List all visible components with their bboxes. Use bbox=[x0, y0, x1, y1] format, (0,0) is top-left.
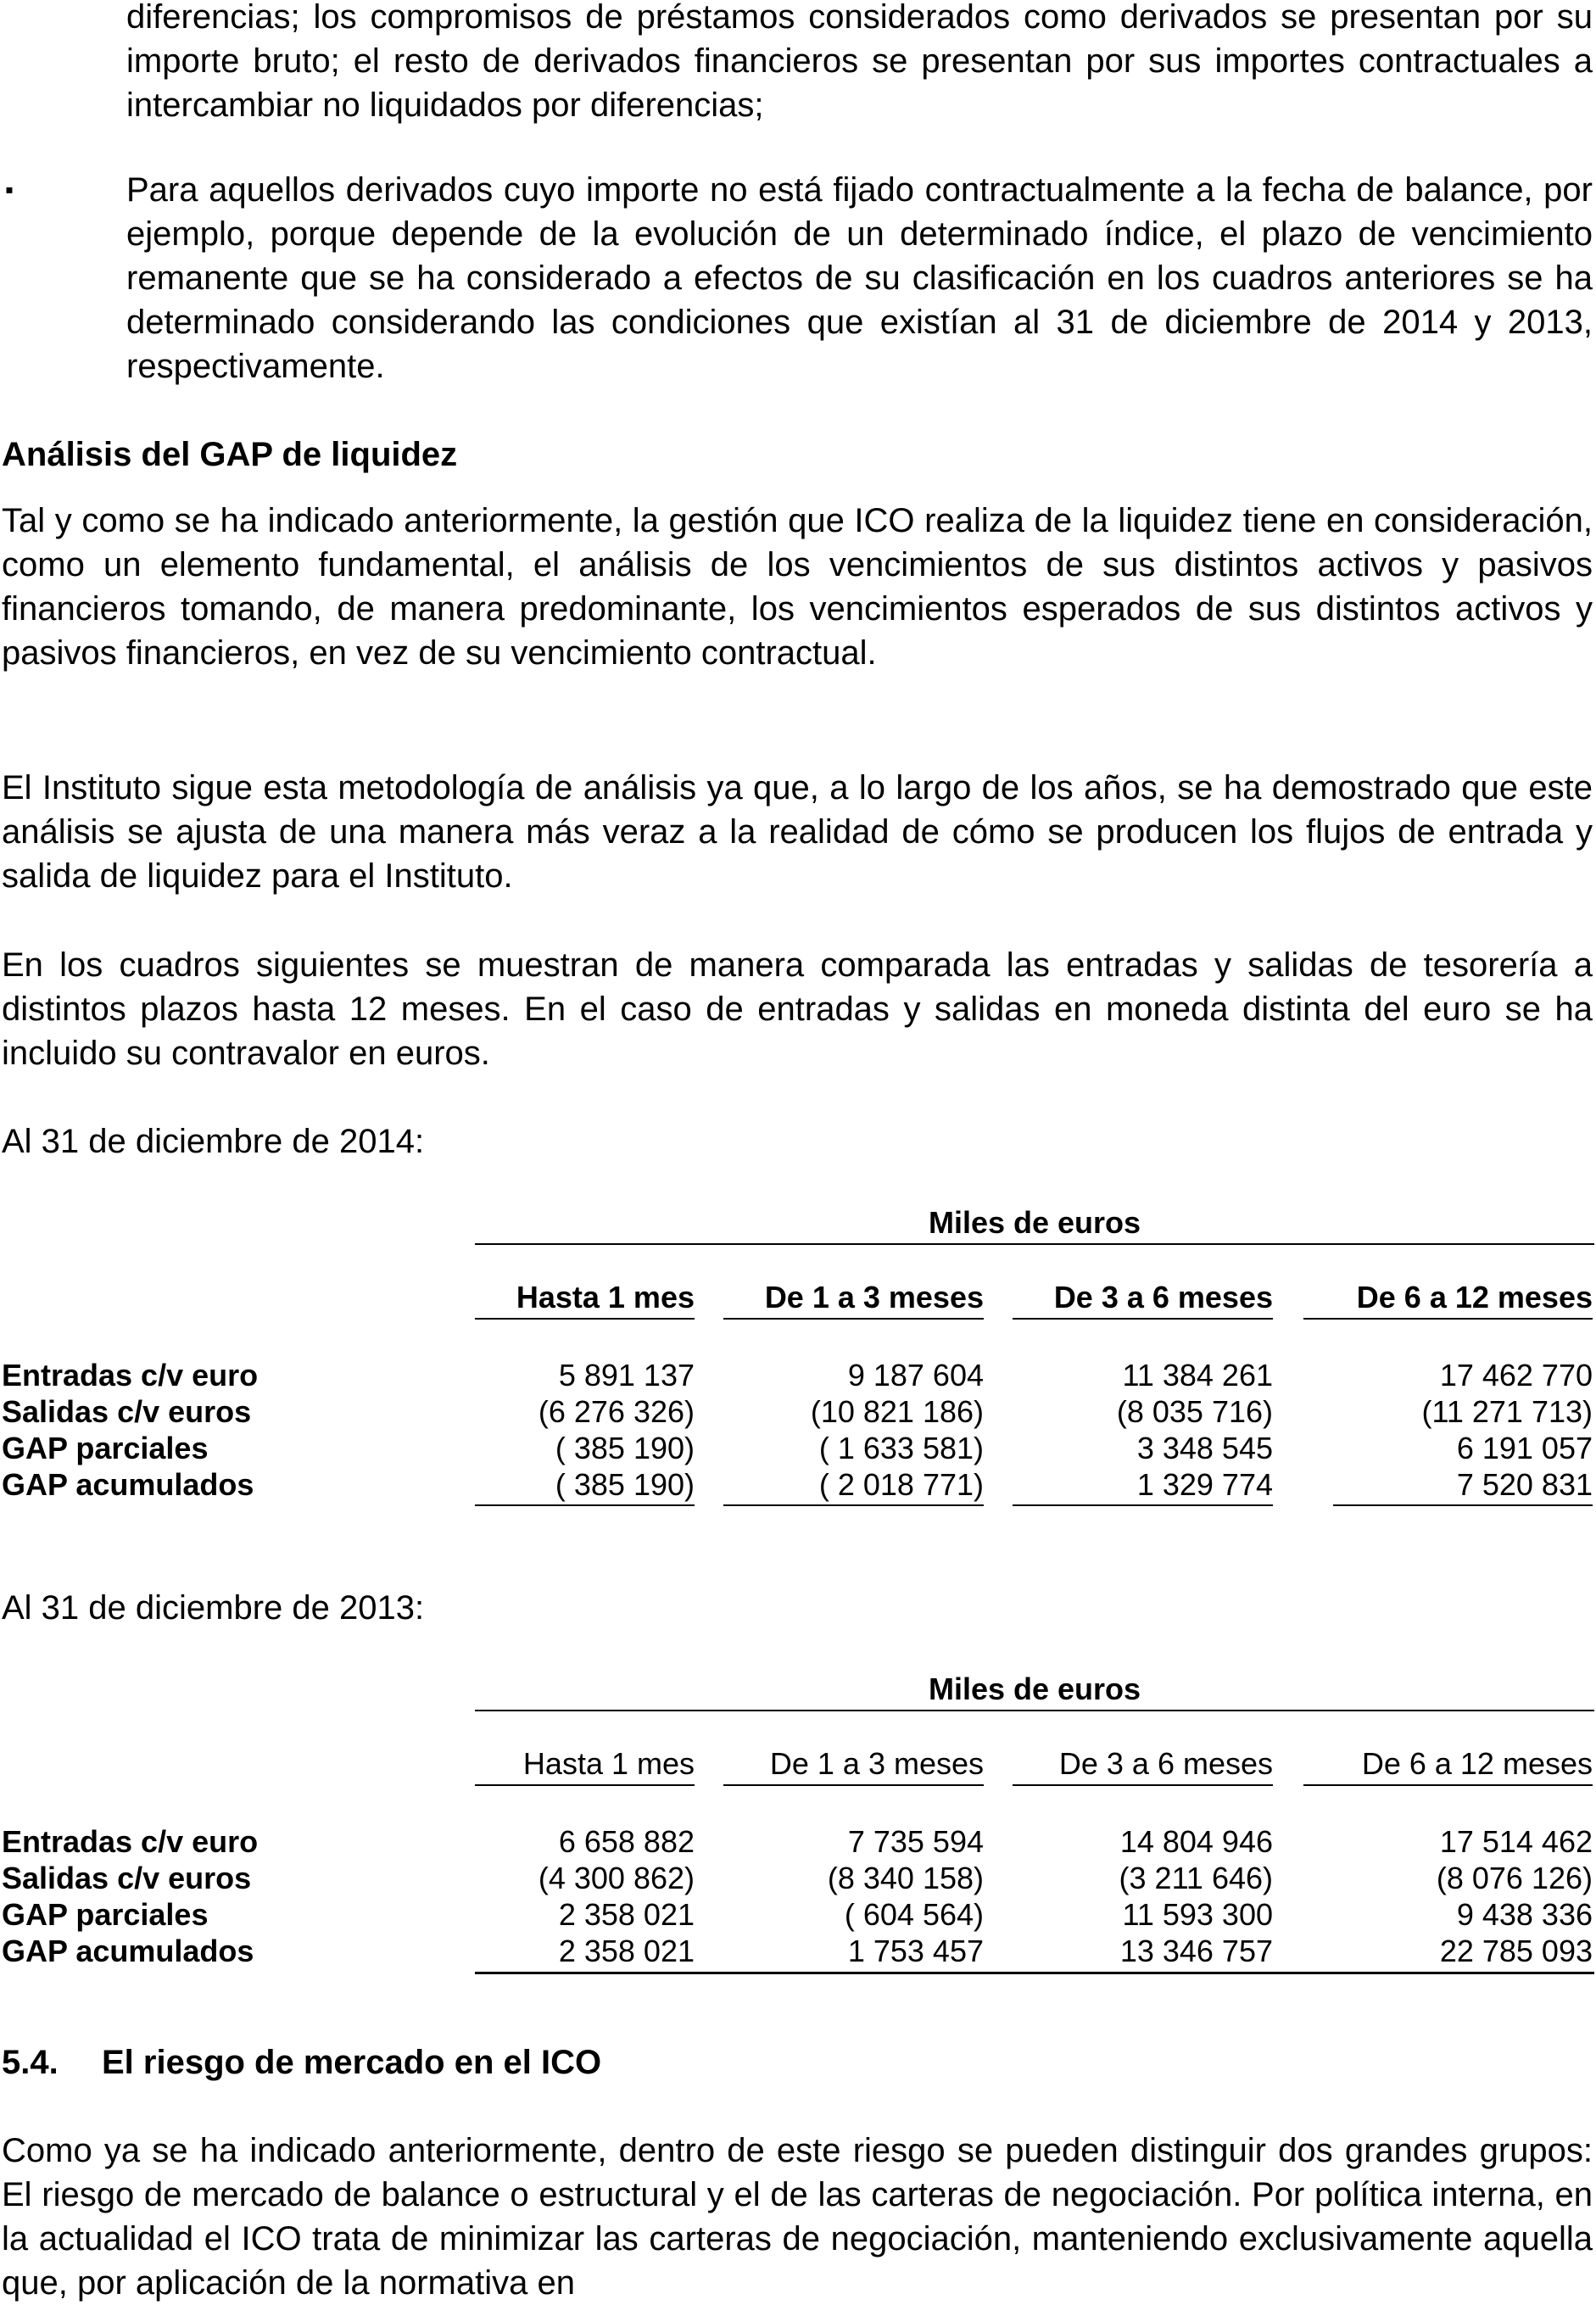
total-rule bbox=[1333, 1504, 1593, 1506]
table-cell: 13 346 757 bbox=[1119, 1934, 1273, 1968]
table-cell: ( 385 190) bbox=[555, 1467, 695, 1502]
column-header-1-3-meses: De 1 a 3 meses bbox=[769, 1746, 984, 1781]
row-label: GAP acumulados bbox=[2, 1934, 254, 1968]
caption-rule bbox=[475, 1243, 1594, 1245]
derivatives-bullet-paragraph: Para aquellos derivados cuyo importe no está fijado contractualmente a la fecha de balance, por ejemplo, porque depende de la evolución de un determinado índice, el plazo de vencimiento remanente que se ha considerado a efectos de su clasificación en los cuadros anteriores se ha determinado considerando las condiciones que existían al 31 de diciembre de 2014 y 2013, respectivamente. bbox=[126, 171, 1593, 385]
column-header-hasta-1-mes: Hasta 1 mes bbox=[516, 1280, 695, 1314]
table-cell: 1 753 457 bbox=[847, 1934, 984, 1968]
table-cell: 1 329 774 bbox=[1136, 1467, 1273, 1502]
total-rule bbox=[475, 1972, 1594, 1974]
table-cell: ( 604 564) bbox=[844, 1897, 984, 1932]
derivatives-continuation-paragraph: diferencias; los compromisos de préstamos considerados como derivados se presentan por su importe bruto; el resto de derivados financieros se presentan por sus importes contractuales a intercambiar no liquidados por diferencias; bbox=[126, 0, 1593, 124]
column-header-3-6-meses: De 3 a 6 meses bbox=[1058, 1746, 1273, 1781]
gap-paragraph-1: Tal y como se ha indicado anteriormente, la gestión que ICO realiza de la liquidez tiene en consideración, como un elemento fundamental, el análisis de los vencimientos de sus distintos activos y pasivos financieros tomando, de manera predominante, los vencimientos esperados de sus distintos activos y pasivos financieros, en vez de su vencimiento contractual. bbox=[2, 502, 1593, 672]
table-cell: (3 211 646) bbox=[1119, 1861, 1273, 1895]
section-number: 5.4. bbox=[2, 2044, 59, 2081]
table-cell: 14 804 946 bbox=[1119, 1824, 1273, 1859]
header-rule bbox=[1303, 1784, 1593, 1786]
total-rule bbox=[1013, 1504, 1273, 1506]
table-cell: ( 1 633 581) bbox=[818, 1431, 984, 1465]
bullet-marker-icon: ▪ bbox=[5, 176, 14, 203]
column-header-3-6-meses: De 3 a 6 meses bbox=[1053, 1280, 1273, 1314]
header-rule bbox=[475, 1318, 695, 1320]
table-cell: (8 035 716) bbox=[1116, 1394, 1273, 1429]
table-cell: 5 891 137 bbox=[558, 1358, 695, 1392]
header-rule bbox=[1013, 1318, 1273, 1320]
table-cell: 17 462 770 bbox=[1439, 1358, 1593, 1392]
header-rule bbox=[723, 1784, 984, 1786]
table-cell: 11 384 261 bbox=[1122, 1358, 1273, 1392]
table-2014-date-label: Al 31 de diciembre de 2014: bbox=[2, 1123, 425, 1160]
table-cell: (4 300 862) bbox=[538, 1861, 695, 1895]
row-label: GAP parciales bbox=[2, 1431, 209, 1465]
table-cell: (10 821 186) bbox=[810, 1394, 984, 1429]
table-cell: ( 2 018 771) bbox=[818, 1467, 984, 1502]
table-cell: 7 735 594 bbox=[847, 1824, 984, 1859]
column-header-1-3-meses: De 1 a 3 meses bbox=[764, 1280, 984, 1314]
header-rule bbox=[475, 1784, 695, 1786]
table-cell: 2 358 021 bbox=[558, 1934, 695, 1968]
table-cell: 6 658 882 bbox=[558, 1824, 695, 1859]
row-label: Entradas c/v euro bbox=[2, 1358, 259, 1392]
table-cell: ( 385 190) bbox=[555, 1431, 695, 1465]
row-label: Entradas c/v euro bbox=[2, 1824, 259, 1859]
header-rule bbox=[723, 1318, 984, 1320]
table-cell: (6 276 326) bbox=[538, 1394, 695, 1429]
table-caption: Miles de euros bbox=[928, 1672, 1141, 1706]
gap-liquidity-heading: Análisis del GAP de liquidez bbox=[2, 436, 458, 473]
row-label: GAP acumulados bbox=[2, 1467, 254, 1502]
gap-paragraph-2: El Instituto sigue esta metodología de análisis ya que, a lo largo de los años, se ha demostrado que este análisis se ajusta de una manera más veraz a la realidad de cómo se producen los flujos de entrada y salida de liquidez para el Instituto. bbox=[2, 769, 1593, 895]
table-cell: 2 358 021 bbox=[558, 1897, 695, 1932]
table-cell: 22 785 093 bbox=[1439, 1934, 1593, 1968]
table-cell: (11 271 713) bbox=[1421, 1394, 1593, 1429]
market-risk-paragraph: Como ya se ha indicado anteriormente, dentro de este riesgo se pueden distinguir dos grandes grupos: El riesgo de mercado de balance o estructural y el de las carteras de negociación. Por política interna, en la actualidad el ICO trata de minimizar las carteras de negociación, manteniendo exclusivamente aquella que, por aplicación de la normativa en bbox=[2, 2132, 1593, 2302]
table-cell: 9 187 604 bbox=[847, 1358, 984, 1392]
row-label: GAP parciales bbox=[2, 1897, 209, 1932]
header-rule bbox=[1013, 1784, 1273, 1786]
column-header-6-12-meses: De 6 a 12 meses bbox=[1356, 1280, 1593, 1314]
row-label: Salidas c/v euros bbox=[2, 1394, 252, 1429]
row-label: Salidas c/v euros bbox=[2, 1861, 252, 1895]
table-cell: 9 438 336 bbox=[1456, 1897, 1593, 1932]
table-cell: 7 520 831 bbox=[1456, 1467, 1593, 1502]
column-header-hasta-1-mes: Hasta 1 mes bbox=[522, 1746, 695, 1781]
table-cell: (8 340 158) bbox=[827, 1861, 984, 1895]
gap-paragraph-3: En los cuadros siguientes se muestran de manera comparada las entradas y salidas de tesorería a distintos plazos hasta 12 meses. En el caso de entradas y salidas en moneda distinta del euro se ha incluido su contravalor en euros. bbox=[2, 946, 1593, 1072]
market-risk-heading bbox=[2, 2040, 601, 2085]
table-cell: 11 593 300 bbox=[1122, 1897, 1273, 1932]
total-rule bbox=[723, 1504, 984, 1506]
table-cell: 3 348 545 bbox=[1136, 1431, 1273, 1465]
total-rule bbox=[475, 1504, 695, 1506]
table-cell: 6 191 057 bbox=[1456, 1431, 1593, 1465]
section-title: El riesgo de mercado en el ICO bbox=[102, 2044, 602, 2081]
table-caption: Miles de euros bbox=[928, 1205, 1141, 1240]
table-2013-date-label: Al 31 de diciembre de 2013: bbox=[2, 1589, 425, 1627]
caption-rule bbox=[475, 1710, 1594, 1711]
column-header-6-12-meses: De 6 a 12 meses bbox=[1361, 1746, 1593, 1781]
header-rule bbox=[1303, 1318, 1593, 1320]
table-cell: (8 076 126) bbox=[1436, 1861, 1593, 1895]
table-cell: 17 514 462 bbox=[1439, 1824, 1593, 1859]
